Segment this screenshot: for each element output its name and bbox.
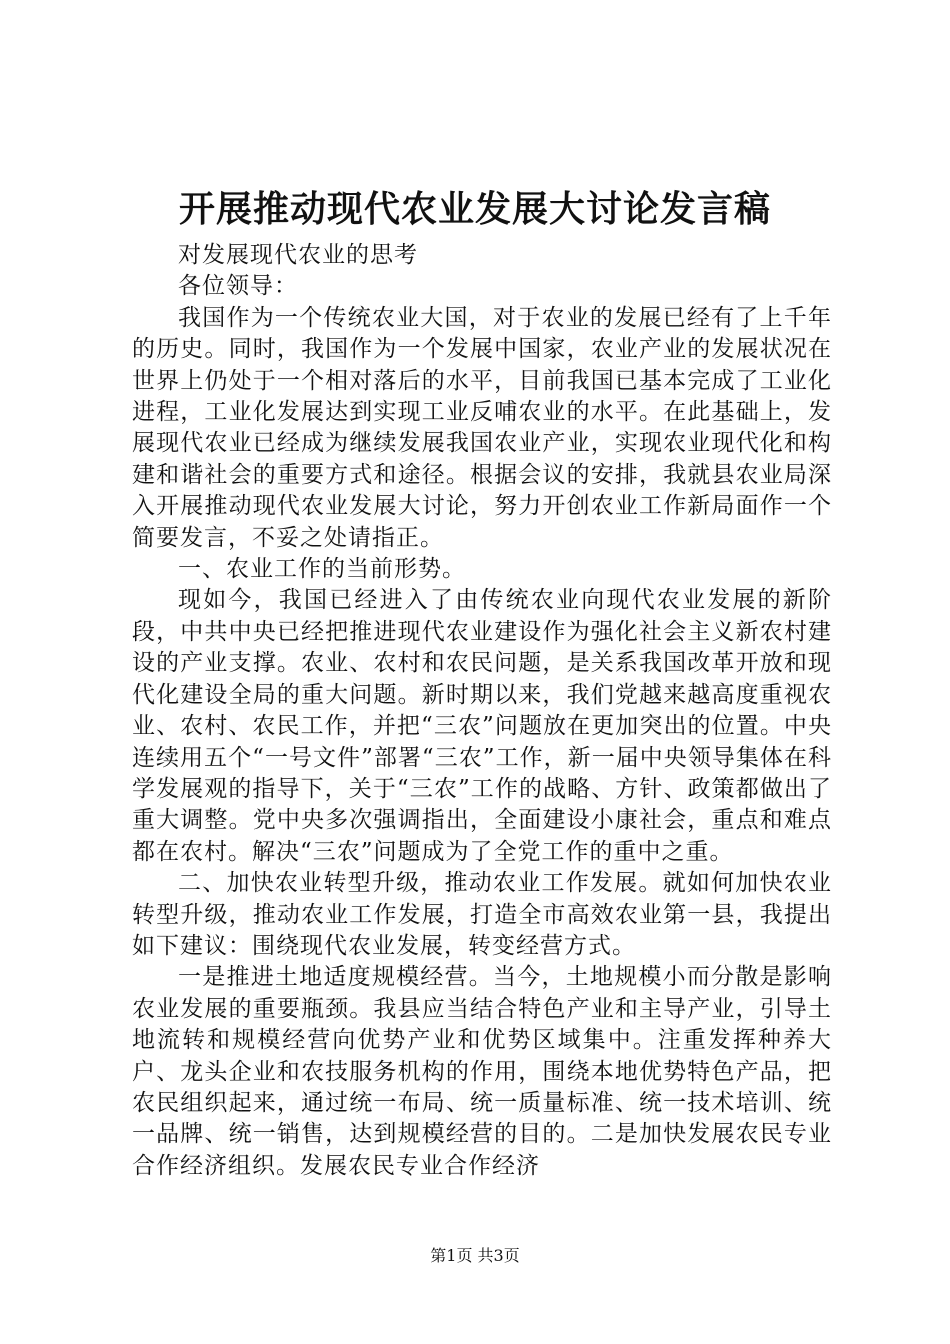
page-footer: 第1页 共3页	[430, 1246, 520, 1265]
section-heading-1: 一、农业工作的当前形势。	[178, 556, 466, 583]
paragraph-subtitle: 对发展现代农业的思考	[178, 242, 418, 268]
paragraph-situation: 现如今，我国已经进入了由传统农业向现代农业发展的新阶段，中共中央已经把推进现代农业建设作为强化社会主义新农村建设的产业支撑。农业、农村和农民问题，是关系我国改革开放和现代化建设全局的重大问题。新时期以来，我们党越来越高度重视农业、农村、农民工作，并把“三农”问题放在更加突出的位置。中央连续用五个“一号文件”部署“三农”工作，新一届中央领导集体在科学发展观的指导下，关于“三农”工作的战略、方针、政策都做出了重大调整。党中央多次强调指出，全面建设小康社会，重点和难点都在农村。解决“三农”问题成为了全党工作的重中之重。	[132, 587, 832, 865]
paragraph-intro: 我国作为一个传统农业大国，对于农业的发展已经有了上千年的历史。同时，我国作为一个发展中国家，农业产业的发展状况在世界上仍处于一个相对落后的水平，目前我国已基本完成了工业化进程，工业化发展达到实现工业反哺农业的水平。在此基础上，发展现代农业已经成为继续发展我国农业产业，实现农业现代化和构建和谐社会的重要方式和途径。根据会议的安排，我就县农业局深入开展推动现代农业发展大讨论，努力开创农业工作新局面作一个简要发言，不妥之处请指正。	[132, 304, 832, 551]
document-body	[132, 240, 832, 1182]
paragraph-salutation: 各位领导：	[178, 273, 298, 300]
paragraph-suggestions: 一是推进土地适度规模经营。当今，土地规模小而分散是影响农业发展的重要瓶颈。我县应当结合特色产业和主导产业，引导土地流转和规模经营向优势产业和优势区域集中。注重发挥种养大户、龙头企业和农技服务机构的作用，围绕本地优势特色产品，把农民组织起来，通过统一布局、统一质量标准、统一技术培训、统一品牌、统一销售，达到规模经营的目的。二是加快发展农民专业合作经济组织。发展农民专业合作经济	[132, 964, 832, 1179]
document-title: 开展推动现代农业发展大讨论发言稿	[178, 188, 771, 230]
section-heading-2: 二、加快农业转型升级，推动农业工作发展。就如何加快农业转型升级，推动农业工作发展，打造全市高效农业第一县，我提出如下建议：围绕现代农业发展，转变经营方式。	[132, 870, 832, 959]
